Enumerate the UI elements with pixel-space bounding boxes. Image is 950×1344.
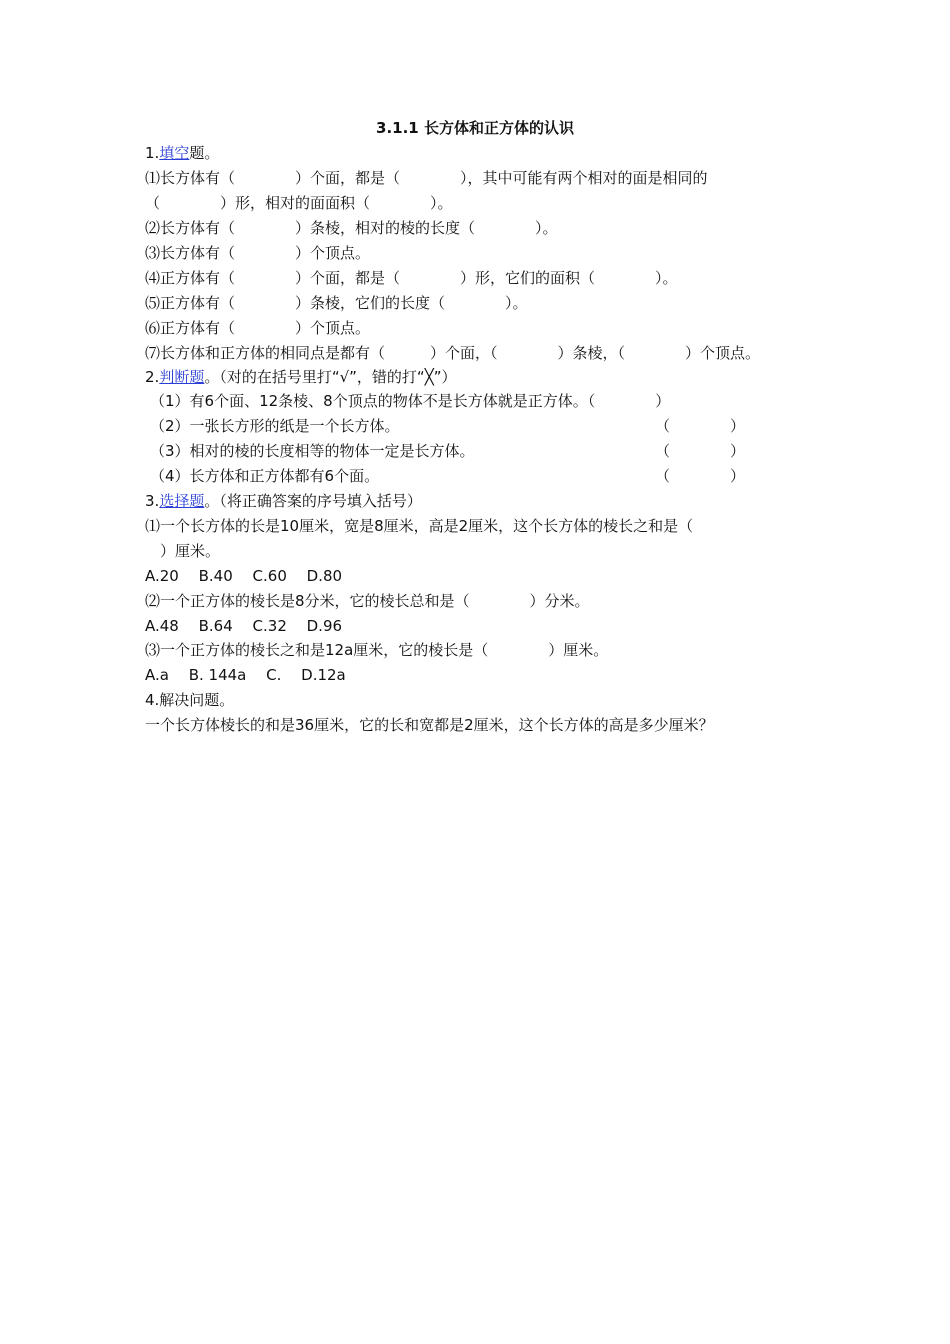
fill-blank-line: ⑹正方体有（ ）个顶点。 [145, 319, 371, 337]
problem-question: 一个长方体棱长的和是36厘米，它的长和宽都是2厘米，这个长方体的高是多少厘米？ [145, 716, 714, 734]
fill-blank-line: ⑷正方体有（ ）个面，都是（ ）形，它们的面积（ ）。 [145, 269, 678, 287]
section-3-heading [145, 490, 825, 512]
answer-parentheses: （ ） [655, 417, 746, 435]
judge-item-text: （1）有6个面、12条棱、8个顶点的物体不是长方体就是正方体。（ ） [150, 392, 671, 410]
answer-parentheses: （ ） [655, 442, 746, 460]
section-3-suffix: 。（将正确答案的序号填入括号） [204, 492, 422, 510]
page-title: 3.1.1 长方体和正方体的认识 [376, 119, 574, 137]
answer-parentheses: （ ） [655, 467, 746, 485]
section-4-heading: 4.解决问题。 [145, 691, 235, 709]
fill-blank-line: （ ）形，相对的面面积（ ）。 [145, 194, 453, 212]
judge-item-text: （2）一张长方形的纸是一个长方体。 [150, 417, 400, 435]
fill-blank-line: ⑵长方体有（ ）条棱，相对的棱的长度（ ）。 [145, 219, 558, 237]
section-2-heading [145, 366, 825, 388]
choice-question-line: ⑵一个正方体的棱长是8分米，它的棱长总和是（ ）分米。 [145, 592, 590, 610]
section-2-number: 2. [145, 368, 160, 386]
choice-options: A.48 B.64 C.32 D.96 [145, 617, 343, 635]
section-3-number: 3. [145, 492, 160, 510]
choice-options: A.a B. 144a C. D.12a [145, 666, 346, 684]
choice-question-line: ⑶一个正方体的棱长之和是12a厘米，它的棱长是（ ）厘米。 [145, 641, 609, 659]
judge-item [150, 465, 830, 487]
section-1-suffix: 题。 [189, 144, 220, 162]
judge-item [150, 415, 830, 437]
section-2-link[interactable]: 判断题 [159, 368, 205, 386]
judge-item-text: （3）相对的棱的长度相等的物体一定是长方体。 [150, 442, 475, 460]
section-1-heading [145, 142, 825, 164]
fill-blank-line: ⑶长方体有（ ）个顶点。 [145, 244, 371, 262]
fill-blank-line: ⑺长方体和正方体的相同点是都有（ ）个面，（ ）条棱，（ ）个顶点。 [145, 344, 761, 362]
section-2-suffix: 。（对的在括号里打“√”，错的打“╳”） [204, 368, 457, 386]
judge-item-text: （4）长方体和正方体都有6个面。 [150, 467, 380, 485]
judge-item [150, 390, 830, 412]
fill-blank-line: ⑴长方体有（ ）个面，都是（ ），其中可能有两个相对的面是相同的 [145, 169, 708, 187]
choice-question-line: ）厘米。 [145, 542, 221, 560]
section-1-number: 1. [145, 144, 160, 162]
section-1-link[interactable]: 填空 [159, 144, 190, 162]
choice-question-line: ⑴一个长方体的长是10厘米，宽是8厘米，高是2厘米，这个长方体的棱长之和是（ [145, 517, 694, 535]
section-3-link[interactable]: 选择题 [159, 492, 205, 510]
fill-blank-line: ⑸正方体有（ ）条棱，它们的长度（ ）。 [145, 294, 528, 312]
choice-options: A.20 B.40 C.60 D.80 [145, 567, 343, 585]
judge-item [150, 440, 830, 462]
